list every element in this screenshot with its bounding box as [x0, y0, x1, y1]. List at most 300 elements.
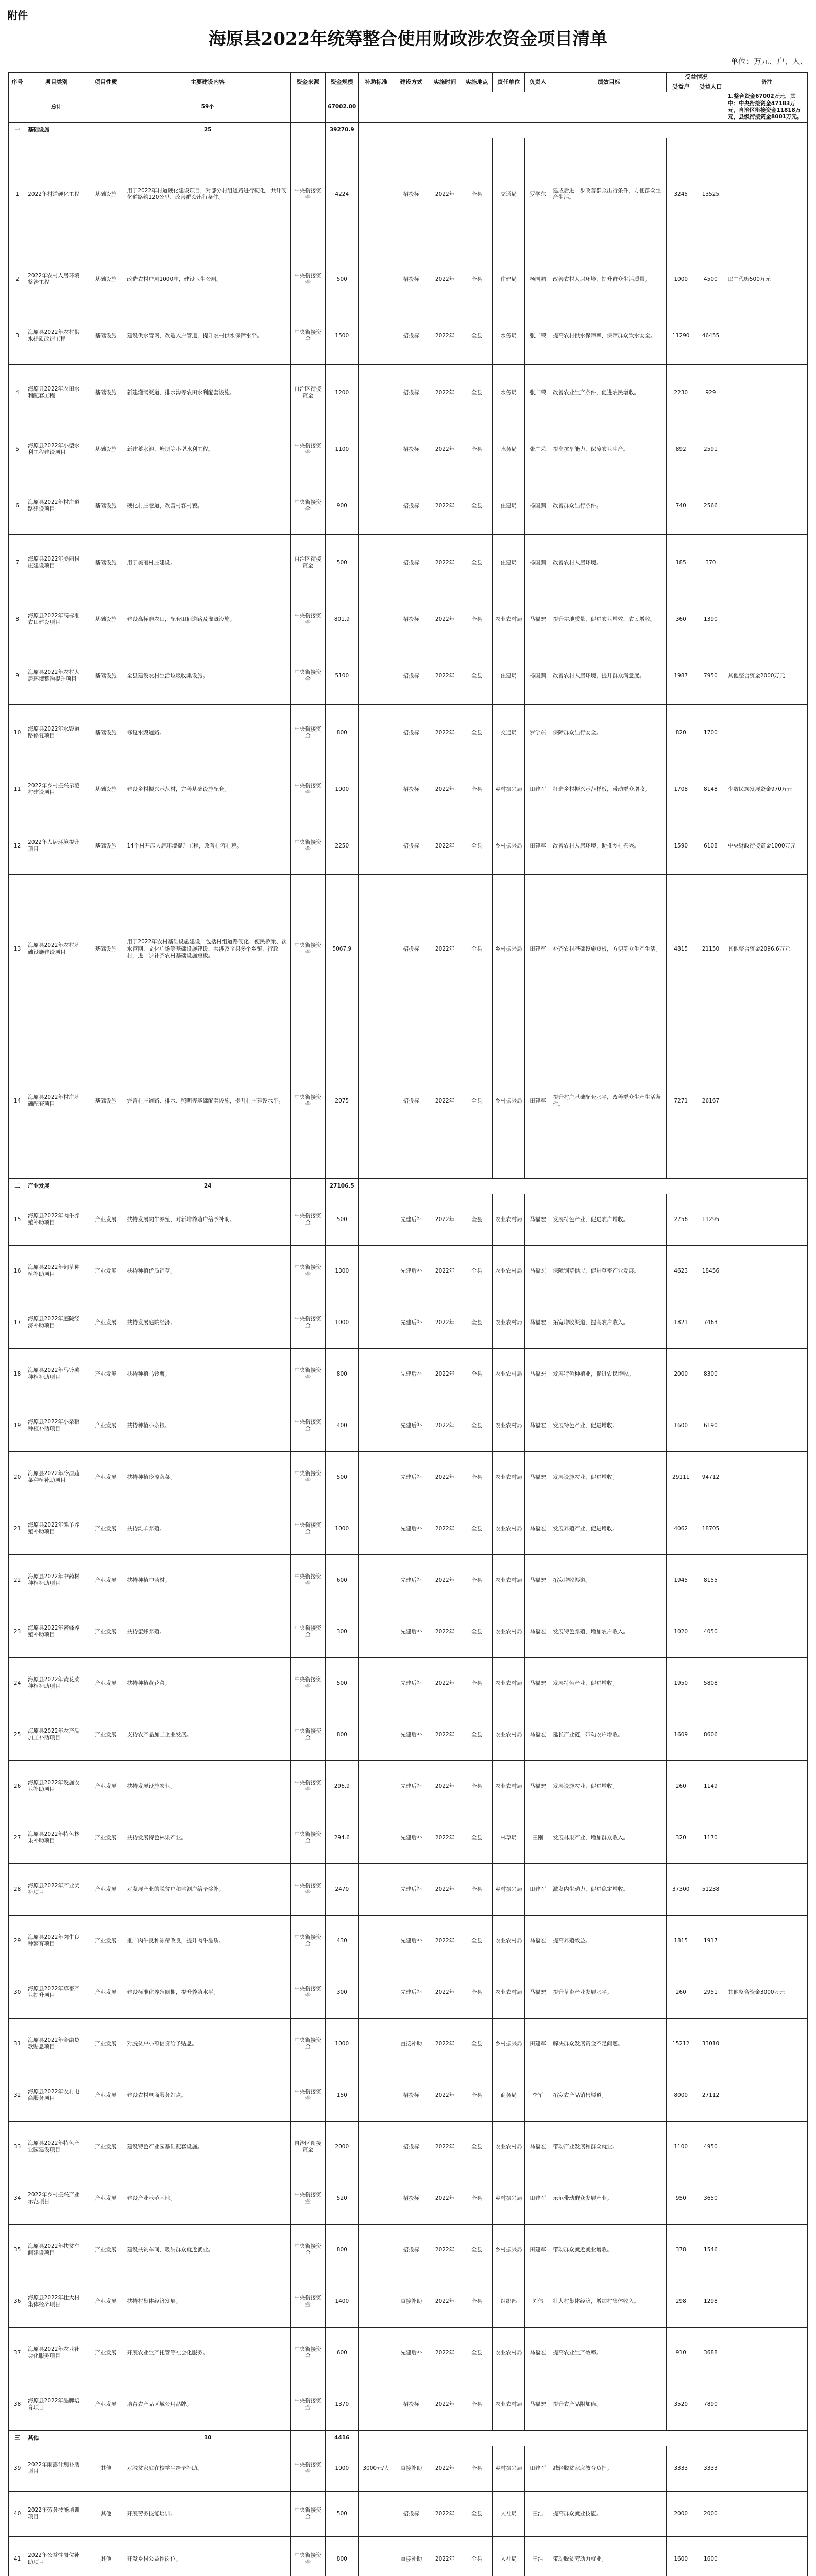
row-amount: 600	[326, 2327, 359, 2379]
row-remark	[726, 364, 807, 421]
row-type: 产业发展	[87, 2224, 125, 2276]
section-row	[9, 2430, 808, 2446]
row-owner: 人社局	[492, 2536, 524, 2576]
row-location: 全县	[461, 2327, 493, 2379]
row-amount: 801.9	[326, 591, 359, 648]
row-seq: 24	[9, 1657, 26, 1709]
row-people: 3650	[695, 2173, 726, 2224]
row-location: 全县	[461, 1554, 493, 1606]
row-goal: 发展特色产业，促进增收。	[551, 1657, 667, 1709]
row-period: 2022年	[429, 1967, 461, 2018]
row-build-mode: 招投标	[394, 478, 429, 534]
row-households: 1100	[667, 2121, 695, 2173]
row-location: 全县	[461, 478, 493, 534]
row-location: 全县	[461, 138, 493, 251]
row-build-mode: 招投标	[394, 534, 429, 591]
row-goal: 发展特色养殖，增加农户收入。	[551, 1606, 667, 1657]
row-type: 基础设施	[87, 1024, 125, 1178]
row-subsidy	[359, 2121, 394, 2173]
row-owner: 交通局	[492, 138, 524, 251]
row-fund-source: 中央衔接资金	[290, 1863, 325, 1915]
row-period: 2022年	[429, 1194, 461, 1245]
row-fund-source: 中央衔接资金	[290, 874, 325, 1024]
row-seq: 34	[9, 2173, 26, 2224]
row-goal: 提升农产品附加值。	[551, 2379, 667, 2430]
row-content: 扶持发展庭院经济。	[125, 1297, 290, 1348]
row-households: 1600	[667, 1400, 695, 1451]
table-row	[9, 2446, 808, 2491]
row-goal: 壮大村集体经济，增加村集体收入。	[551, 2276, 667, 2327]
row-type: 其他	[87, 2536, 125, 2576]
row-goal: 补齐农村基础设施短板，方便群众生产生活。	[551, 874, 667, 1024]
row-leader: 张广荣	[524, 364, 551, 421]
table-row	[9, 1606, 808, 1657]
row-households: 260	[667, 1760, 695, 1812]
row-content: 开展农业生产托管等社会化服务。	[125, 2327, 290, 2379]
row-build-mode: 招投标	[394, 704, 429, 761]
row-content: 扶持种植优质饲草。	[125, 1245, 290, 1297]
table-row	[9, 1915, 808, 1967]
row-period: 2022年	[429, 2173, 461, 2224]
row-seq: 39	[9, 2446, 26, 2491]
row-leader: 马福宏	[524, 1297, 551, 1348]
row-name: 2022年村道硬化工程	[26, 138, 87, 251]
row-name: 海原县2022年农村供水提质改造工程	[26, 308, 87, 364]
row-amount: 1370	[326, 2379, 359, 2430]
row-seq: 2	[9, 251, 26, 308]
row-name: 海原县2022年冷凉蔬菜种植补助项目	[26, 1451, 87, 1503]
row-period: 2022年	[429, 364, 461, 421]
row-owner: 农业农村局	[492, 1245, 524, 1297]
row-build-mode: 招投标	[394, 874, 429, 1024]
row-subsidy	[359, 1400, 394, 1451]
row-owner: 乡村振兴局	[492, 818, 524, 874]
row-goal: 带动产业发展和群众就业。	[551, 2121, 667, 2173]
row-goal: 打造乡村振兴示范样板，带动群众增收。	[551, 761, 667, 818]
row-location: 全县	[461, 1863, 493, 1915]
table-row	[9, 2173, 808, 2224]
row-goal: 发展设施农业，促进增收。	[551, 1451, 667, 1503]
row-location: 全县	[461, 591, 493, 648]
row-amount: 800	[326, 2536, 359, 2576]
row-content: 全县建设农村生活垃圾收集设施。	[125, 648, 290, 704]
row-fund-source: 中央衔接资金	[290, 648, 325, 704]
row-remark	[726, 704, 807, 761]
row-people: 1600	[695, 2536, 726, 2576]
row-amount: 800	[326, 2224, 359, 2276]
table-row	[9, 2070, 808, 2121]
row-leader: 田建军	[524, 1863, 551, 1915]
row-households: 7271	[667, 1024, 695, 1178]
row-people: 7890	[695, 2379, 726, 2430]
row-content: 扶持种植中药材。	[125, 1554, 290, 1606]
row-people: 5808	[695, 1657, 726, 1709]
section-amount: 27106.5	[326, 1178, 359, 1194]
row-owner: 农业农村局	[492, 1348, 524, 1400]
row-seq: 15	[9, 1194, 26, 1245]
row-period: 2022年	[429, 1297, 461, 1348]
row-build-mode: 直接补助	[394, 2446, 429, 2491]
row-owner: 乡村振兴局	[492, 2446, 524, 2491]
row-location: 全县	[461, 2379, 493, 2430]
row-remark	[726, 2536, 807, 2576]
row-amount: 2470	[326, 1863, 359, 1915]
row-subsidy: 3000元/人	[359, 2446, 394, 2491]
row-goal: 发展特色产业，促进农户增收。	[551, 1194, 667, 1245]
row-type: 基础设施	[87, 308, 125, 364]
row-seq: 4	[9, 364, 26, 421]
row-people: 46455	[695, 308, 726, 364]
row-fund-source: 中央衔接资金	[290, 1245, 325, 1297]
row-households: 2756	[667, 1194, 695, 1245]
row-households: 378	[667, 2224, 695, 2276]
row-leader: 马福宏	[524, 1709, 551, 1760]
row-content: 建设产业示范基地。	[125, 2173, 290, 2224]
row-fund-source: 中央衔接资金	[290, 1297, 325, 1348]
row-fund-source: 中央衔接资金	[290, 1024, 325, 1178]
row-remark	[726, 591, 807, 648]
row-period: 2022年	[429, 1400, 461, 1451]
row-type: 产业发展	[87, 1554, 125, 1606]
row-content: 修复水毁道路。	[125, 704, 290, 761]
row-owner: 农业农村局	[492, 1503, 524, 1554]
row-name: 海原县2022年马铃薯种植补助项目	[26, 1348, 87, 1400]
col-benefit-households: 受益户	[667, 82, 695, 92]
row-content: 建设农村电商服务站点。	[125, 2070, 290, 2121]
row-goal: 改善农村人居环境，提升群众生活质量。	[551, 251, 667, 308]
row-name: 海原县2022年农业社会化服务项目	[26, 2327, 87, 2379]
row-content: 对脱贫户小额信贷给予贴息。	[125, 2018, 290, 2070]
row-location: 全县	[461, 761, 493, 818]
row-name: 海原县2022年肉牛养殖补助项目	[26, 1194, 87, 1245]
table-row	[9, 534, 808, 591]
row-seq: 32	[9, 2070, 26, 2121]
row-households: 11290	[667, 308, 695, 364]
row-name: 海原县2022年农村电商服务项目	[26, 2070, 87, 2121]
row-people: 4950	[695, 2121, 726, 2173]
row-goal: 改善农村人居环境。	[551, 534, 667, 591]
row-location: 全县	[461, 308, 493, 364]
col-seq: 序号	[9, 73, 26, 92]
row-build-mode: 先建后补	[394, 1400, 429, 1451]
row-seq: 26	[9, 1760, 26, 1812]
row-leader: 杨国鹏	[524, 648, 551, 704]
row-subsidy	[359, 2327, 394, 2379]
row-owner: 乡村振兴局	[492, 761, 524, 818]
row-goal: 提高农村供水保障率，保障群众饮水安全。	[551, 308, 667, 364]
row-households: 298	[667, 2276, 695, 2327]
row-seq: 33	[9, 2121, 26, 2173]
row-subsidy	[359, 1194, 394, 1245]
row-name: 2022年劳务技能培训项目	[26, 2491, 87, 2536]
row-name: 2022年乡村振兴示范村建设项目	[26, 761, 87, 818]
row-goal: 延长产业链，带动农户增收。	[551, 1709, 667, 1760]
row-households: 2000	[667, 1348, 695, 1400]
row-type: 产业发展	[87, 1245, 125, 1297]
row-remark	[726, 534, 807, 591]
row-name: 2022年公益性岗位补助项目	[26, 2536, 87, 2576]
row-name: 海原县2022年农村基础设施建设项目	[26, 874, 87, 1024]
row-amount: 5100	[326, 648, 359, 704]
table-row	[9, 704, 808, 761]
row-seq: 27	[9, 1812, 26, 1863]
row-goal: 提高养殖效益。	[551, 1915, 667, 1967]
row-subsidy	[359, 364, 394, 421]
row-leader: 马福宏	[524, 1657, 551, 1709]
row-type: 其他	[87, 2491, 125, 2536]
row-owner: 农业农村局	[492, 1760, 524, 1812]
row-subsidy	[359, 1451, 394, 1503]
row-name: 海原县2022年肉牛良种繁育项目	[26, 1915, 87, 1967]
row-households: 910	[667, 2327, 695, 2379]
row-period: 2022年	[429, 1451, 461, 1503]
row-fund-source: 中央衔接资金	[290, 2536, 325, 2576]
row-type: 产业发展	[87, 1915, 125, 1967]
row-seq: 8	[9, 591, 26, 648]
row-content: 扶持滩羊养殖。	[125, 1503, 290, 1554]
row-seq: 3	[9, 308, 26, 364]
row-fund-source: 中央衔接资金	[290, 2327, 325, 2379]
row-build-mode: 招投标	[394, 818, 429, 874]
table-header-row	[9, 73, 808, 82]
row-amount: 2250	[326, 818, 359, 874]
row-fund-source: 中央衔接资金	[290, 2070, 325, 2121]
col-benefit-people: 受益人口	[695, 82, 726, 92]
table-row	[9, 818, 808, 874]
row-owner: 住建局	[492, 251, 524, 308]
row-content: 扶持种植冷凉蔬菜。	[125, 1451, 290, 1503]
section-count: 24	[125, 1178, 290, 1194]
row-households: 4062	[667, 1503, 695, 1554]
row-period: 2022年	[429, 1554, 461, 1606]
row-goal: 带动脱贫劳动力就业。	[551, 2536, 667, 2576]
row-remark	[726, 1503, 807, 1554]
row-goal: 发展特色种植业，促进农民增收。	[551, 1348, 667, 1400]
row-households: 1821	[667, 1297, 695, 1348]
row-location: 全县	[461, 1812, 493, 1863]
row-content: 建设高标准农田，配套田间道路及灌溉设施。	[125, 591, 290, 648]
row-location: 全县	[461, 2018, 493, 2070]
col-owner: 责任单位	[492, 73, 524, 92]
row-period: 2022年	[429, 1503, 461, 1554]
row-leader: 张广荣	[524, 308, 551, 364]
row-owner: 水务局	[492, 421, 524, 478]
row-owner: 组织部	[492, 2276, 524, 2327]
row-people: 7950	[695, 648, 726, 704]
section-name: 产业发展	[26, 1178, 87, 1194]
row-subsidy	[359, 818, 394, 874]
row-type: 基础设施	[87, 138, 125, 251]
row-content: 用于2022年村道硬化建设项目，对部分村组道路进行硬化，共计硬化道路约120公里，改善群众出行条件。	[125, 138, 290, 251]
row-remark	[726, 1812, 807, 1863]
table-row	[9, 1245, 808, 1297]
row-name: 海原县2022年扶贫车间建设项目	[26, 2224, 87, 2276]
table-row	[9, 1400, 808, 1451]
row-seq: 16	[9, 1245, 26, 1297]
row-name: 海原县2022年农村人居环境整治提升项目	[26, 648, 87, 704]
row-seq: 25	[9, 1709, 26, 1760]
row-content: 对发展产业的脱贫户和监测户给予奖补。	[125, 1863, 290, 1915]
row-seq: 10	[9, 704, 26, 761]
row-seq: 9	[9, 648, 26, 704]
row-amount: 1000	[326, 761, 359, 818]
row-amount: 300	[326, 1967, 359, 2018]
section-count: 10	[125, 2430, 290, 2446]
section-seq: 三	[9, 2430, 26, 2446]
row-subsidy	[359, 534, 394, 591]
row-remark	[726, 1657, 807, 1709]
row-content: 用于2022年农村基础设施建设，包括村组道路硬化、便民桥梁、饮水管网、文化广场等基础设施建设，共涉及全县多个乡镇、行政村，进一步补齐农村基础设施短板。	[125, 874, 290, 1024]
total-amount: 67002.00	[326, 92, 359, 123]
col-type: 项目性质	[87, 73, 125, 92]
row-households: 15212	[667, 2018, 695, 2070]
row-type: 产业发展	[87, 1760, 125, 1812]
row-fund-source: 中央衔接资金	[290, 1812, 325, 1863]
row-fund-source: 中央衔接资金	[290, 308, 325, 364]
row-goal: 减轻脱贫家庭教育负担。	[551, 2446, 667, 2491]
row-name: 海原县2022年庭院经济补助项目	[26, 1297, 87, 1348]
row-subsidy	[359, 421, 394, 478]
row-people: 370	[695, 534, 726, 591]
table-row	[9, 2379, 808, 2430]
row-households: 1987	[667, 648, 695, 704]
row-amount: 1500	[326, 308, 359, 364]
row-goal: 提升耕地质量，促进农业增效、农民增收。	[551, 591, 667, 648]
row-amount: 4224	[326, 138, 359, 251]
row-goal: 带动群众就近就业增收。	[551, 2224, 667, 2276]
row-owner: 乡村振兴局	[492, 1863, 524, 1915]
row-amount: 500	[326, 1657, 359, 1709]
row-remark	[726, 1451, 807, 1503]
row-goal: 提高农业生产效率。	[551, 2327, 667, 2379]
row-location: 全县	[461, 2121, 493, 2173]
row-type: 产业发展	[87, 1812, 125, 1863]
row-type: 基础设施	[87, 874, 125, 1024]
row-owner: 农业农村局	[492, 1657, 524, 1709]
row-location: 全县	[461, 2446, 493, 2491]
row-fund-source: 中央衔接资金	[290, 1451, 325, 1503]
row-build-mode: 招投标	[394, 591, 429, 648]
row-leader: 罗学东	[524, 704, 551, 761]
row-people: 1170	[695, 1812, 726, 1863]
row-period: 2022年	[429, 1606, 461, 1657]
row-owner: 水务局	[492, 364, 524, 421]
document-title: 海原县2022年统筹整合使用财政涉农资金项目清单	[208, 29, 608, 49]
row-type: 其他	[87, 2446, 125, 2491]
table-row	[9, 2491, 808, 2536]
row-content: 扶持发展设施农业。	[125, 1760, 290, 1812]
row-seq: 22	[9, 1554, 26, 1606]
row-remark	[726, 2491, 807, 2536]
row-subsidy	[359, 1606, 394, 1657]
row-location: 全县	[461, 704, 493, 761]
row-name: 海原县2022年美丽村庄建设项目	[26, 534, 87, 591]
row-leader: 马福宏	[524, 1400, 551, 1451]
row-build-mode: 招投标	[394, 308, 429, 364]
row-households: 1945	[667, 1554, 695, 1606]
row-seq: 31	[9, 2018, 26, 2070]
row-amount: 500	[326, 251, 359, 308]
row-build-mode: 先建后补	[394, 1709, 429, 1760]
row-content: 建设供水管网，改造入户管道，提升农村供水保障水平。	[125, 308, 290, 364]
row-period: 2022年	[429, 1915, 461, 1967]
row-households: 820	[667, 704, 695, 761]
row-fund-source: 自治区衔接资金	[290, 534, 325, 591]
row-period: 2022年	[429, 761, 461, 818]
row-build-mode: 招投标	[394, 1024, 429, 1178]
row-households: 1020	[667, 1606, 695, 1657]
row-owner: 住建局	[492, 648, 524, 704]
row-leader: 马福宏	[524, 1606, 551, 1657]
row-seq: 30	[9, 1967, 26, 2018]
row-people: 1298	[695, 2276, 726, 2327]
row-people: 2591	[695, 421, 726, 478]
row-build-mode: 招投标	[394, 2173, 429, 2224]
row-seq: 21	[9, 1503, 26, 1554]
row-location: 全县	[461, 1024, 493, 1178]
row-build-mode: 招投标	[394, 2224, 429, 2276]
row-leader: 马福宏	[524, 2327, 551, 2379]
row-name: 海原县2022年农田水利配套工程	[26, 364, 87, 421]
row-goal: 提高群众就业技能。	[551, 2491, 667, 2536]
row-build-mode: 先建后补	[394, 1863, 429, 1915]
row-people: 8155	[695, 1554, 726, 1606]
row-fund-source: 中央衔接资金	[290, 591, 325, 648]
row-remark	[726, 1400, 807, 1451]
row-people: 3333	[695, 2446, 726, 2491]
row-subsidy	[359, 1024, 394, 1178]
row-fund-source: 中央衔接资金	[290, 1709, 325, 1760]
row-amount: 520	[326, 2173, 359, 2224]
row-content: 推广肉牛良种冻精改良，提升肉牛品质。	[125, 1915, 290, 1967]
row-name: 2022年农村人居环境整治工程	[26, 251, 87, 308]
row-fund-source: 中央衔接资金	[290, 1915, 325, 1967]
row-households: 4623	[667, 1245, 695, 1297]
row-seq: 7	[9, 534, 26, 591]
row-goal: 拓宽增收渠道，提高农户收入。	[551, 1297, 667, 1348]
row-goal: 提高抗旱能力，保障农业生产。	[551, 421, 667, 478]
row-build-mode: 直接补助	[394, 2276, 429, 2327]
table-row	[9, 591, 808, 648]
row-leader: 田建军	[524, 761, 551, 818]
row-goal: 改善群众出行条件。	[551, 478, 667, 534]
row-period: 2022年	[429, 308, 461, 364]
row-subsidy	[359, 1503, 394, 1554]
table-row	[9, 1709, 808, 1760]
row-subsidy	[359, 2224, 394, 2276]
row-leader: 马福宏	[524, 1503, 551, 1554]
row-subsidy	[359, 2018, 394, 2070]
row-goal: 发展设施农业，促进增收。	[551, 1760, 667, 1812]
row-name: 海原县2022年金融贷款贴息项目	[26, 2018, 87, 2070]
row-type: 产业发展	[87, 2276, 125, 2327]
table-row	[9, 1863, 808, 1915]
row-build-mode: 先建后补	[394, 1967, 429, 2018]
table-row	[9, 1967, 808, 2018]
row-location: 全县	[461, 1348, 493, 1400]
row-period: 2022年	[429, 2327, 461, 2379]
row-amount: 1300	[326, 1245, 359, 1297]
row-type: 产业发展	[87, 1348, 125, 1400]
row-content: 建设扶贫车间，吸纳群众就近就业。	[125, 2224, 290, 2276]
row-subsidy	[359, 1245, 394, 1297]
row-leader: 马福宏	[524, 1967, 551, 2018]
row-build-mode: 先建后补	[394, 1657, 429, 1709]
row-households: 1609	[667, 1709, 695, 1760]
row-build-mode: 招投标	[394, 2070, 429, 2121]
row-content: 建设乡村振兴示范村，完善基础设施配套。	[125, 761, 290, 818]
row-people: 33010	[695, 2018, 726, 2070]
